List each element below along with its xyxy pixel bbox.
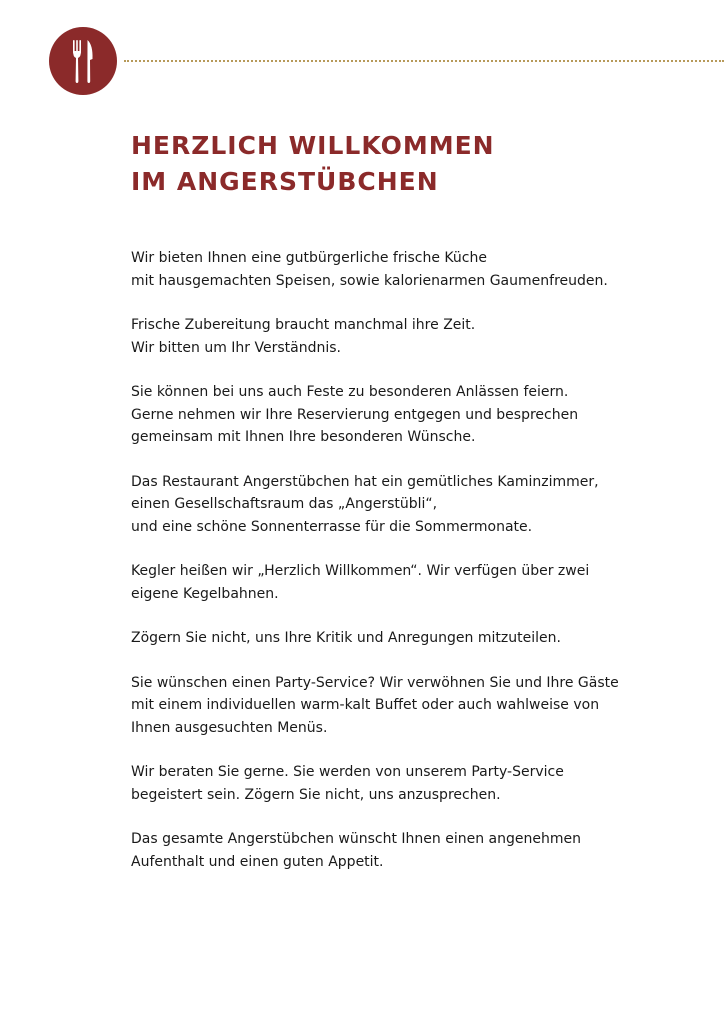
header-dotted-rule (124, 60, 724, 62)
paragraph-party-service (131, 672, 711, 740)
paragraph-rooms (131, 471, 711, 539)
text-line: Sie können bei uns auch Feste zu besonderen Anlässen feiern. (131, 384, 569, 400)
paragraph-celebrations (131, 381, 711, 449)
text-line: Wir bitten um Ihr Verständnis. (131, 339, 341, 356)
text-line: Wir bieten Ihnen eine gutbürgerliche frische Küche (131, 250, 487, 266)
text-line: Frische Zubereitung braucht manchmal ihre Zeit. (131, 317, 476, 333)
paragraph-cuisine (131, 247, 711, 292)
paragraph-closing (131, 828, 711, 873)
text-line: Das gesamte Angerstübchen wünscht Ihnen einen angenehmen (131, 831, 581, 847)
page-title (131, 128, 495, 200)
text-line: Ihnen ausgesuchten Menüs. (131, 719, 328, 736)
paragraph-preparation (131, 314, 711, 359)
paragraph-advice (131, 761, 711, 806)
paragraph-feedback (131, 627, 711, 650)
paragraph-bowling (131, 560, 711, 605)
text-line: begeistert sein. Zögern Sie nicht, uns anzusprechen. (131, 786, 501, 803)
fork-knife-icon (49, 27, 117, 95)
text-line: Sie wünschen einen Party-Service? Wir verwöhnen Sie und Ihre Gäste (131, 674, 619, 691)
text-line: mit hausgemachten Speisen, sowie kalorienarmen Gaumenfreuden. (131, 272, 608, 289)
text-line: Zögern Sie nicht, uns Ihre Kritik und Anregungen mitzuteilen. (131, 630, 561, 646)
title-line-2: IM ANGERSTÜBCHEN (131, 167, 439, 196)
text-line: gemeinsam mit Ihnen Ihre besonderen Wünsche. (131, 429, 476, 445)
welcome-text (131, 247, 711, 895)
text-line: einen Gesellschaftsraum das „Angerstübli“, (131, 496, 438, 512)
title-line-1: HERZLICH WILLKOMMEN (131, 131, 495, 160)
text-line: Kegler heißen wir „Herzlich Willkommen“. Wir verfügen über zwei (131, 563, 590, 579)
text-line: Wir beraten Sie gerne. Sie werden von unserem Party-Service (131, 764, 564, 780)
restaurant-logo (49, 27, 117, 95)
text-line: eigene Kegelbahnen. (131, 585, 279, 602)
text-line: und eine schöne Sonnenterrasse für die Sommermonate. (131, 518, 533, 535)
text-line: Gerne nehmen wir Ihre Reservierung entgegen und besprechen (131, 406, 579, 423)
text-line: mit einem individuellen warm-kalt Buffet oder auch wahlweise von (131, 697, 600, 713)
text-line: Das Restaurant Angerstübchen hat ein gemütliches Kaminzimmer, (131, 473, 599, 490)
text-line: Aufenthalt und einen guten Appetit. (131, 853, 384, 870)
